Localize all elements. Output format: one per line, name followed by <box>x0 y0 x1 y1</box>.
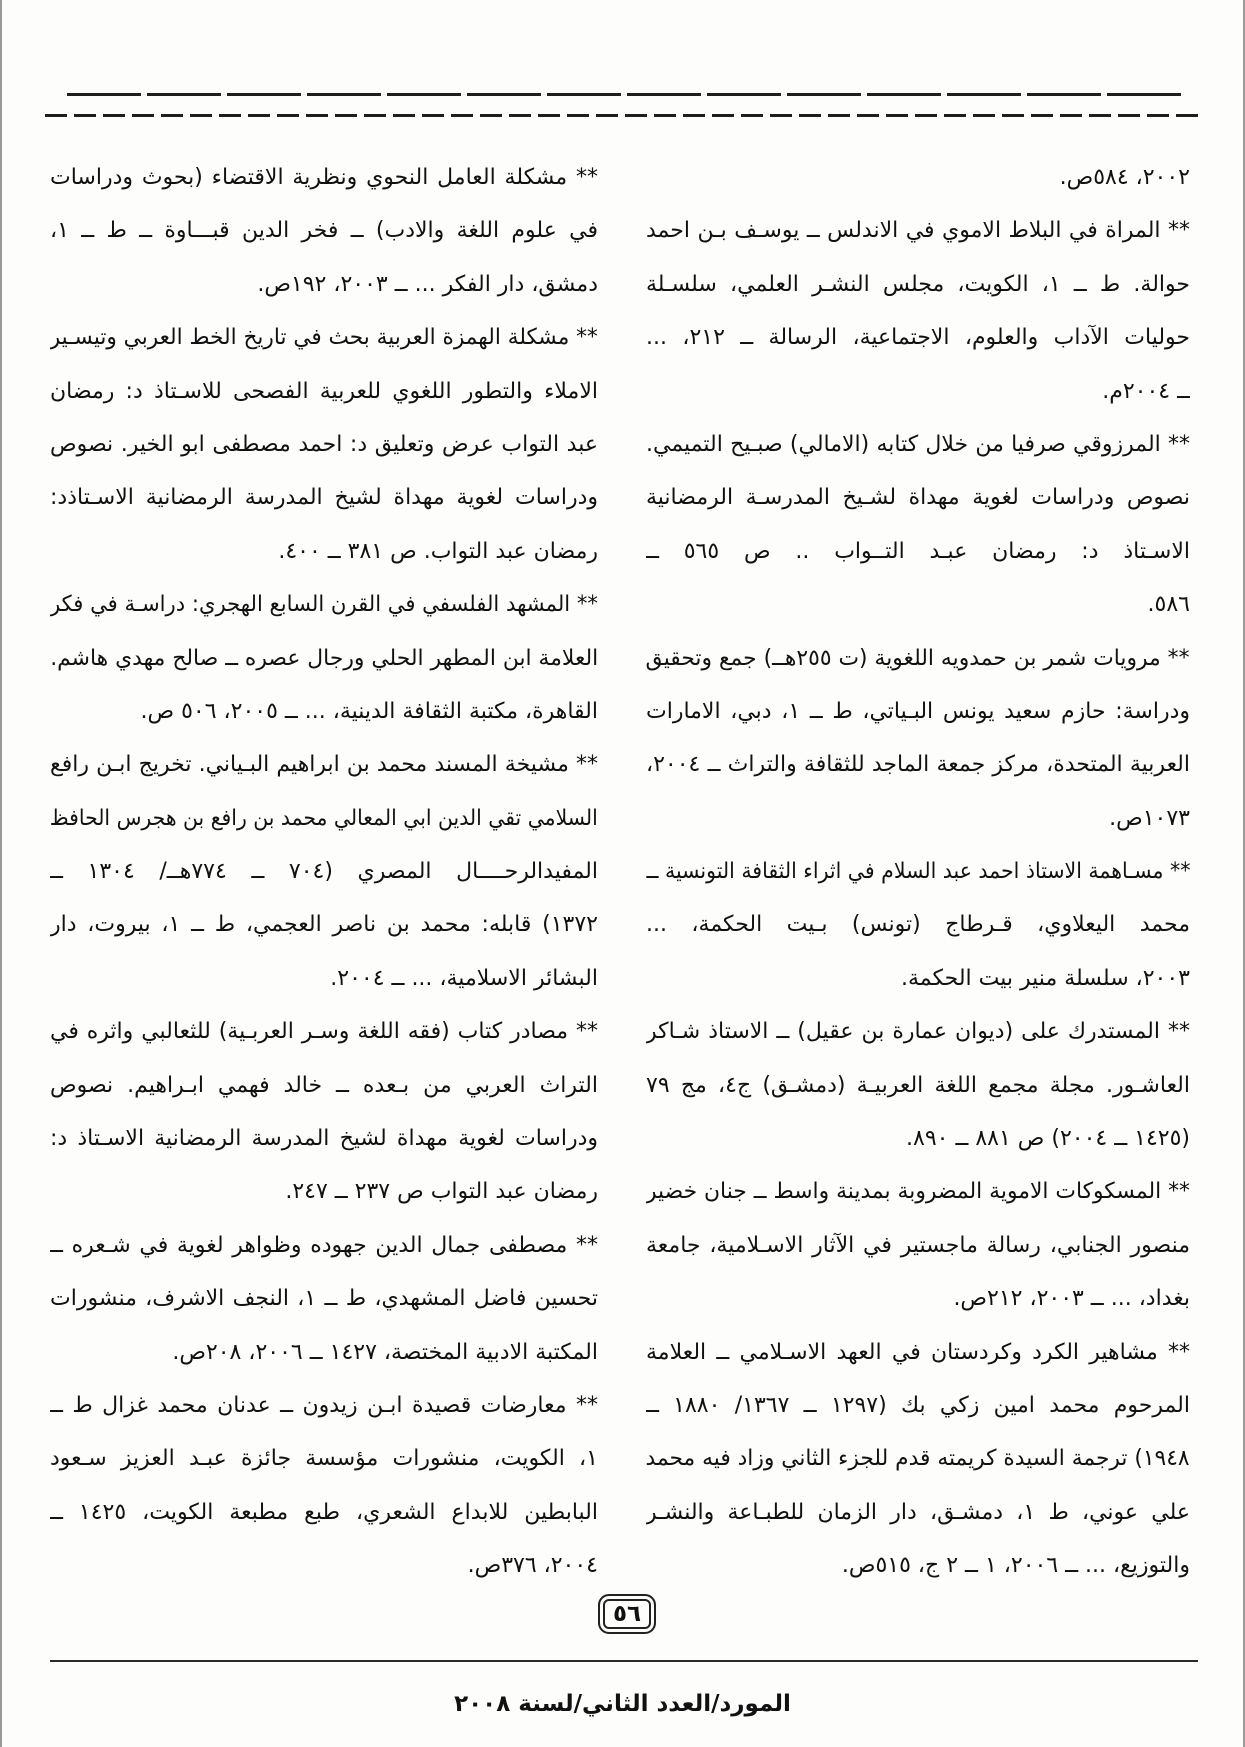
bibliography-entry <box>50 738 598 1005</box>
left-column <box>50 151 598 1593</box>
line-text: ** مصادر كتاب (فقه اللغة وسـر العربـية) للثعالبي واثره في <box>50 1019 598 1045</box>
line-text: ** مرويات شمر بن حمدويه اللغوية (ت ٢٥٥هــ) جمع وتحقيق <box>646 645 1190 671</box>
text-line <box>646 1112 1190 1165</box>
text-line <box>646 1059 1190 1112</box>
line-text: التراث العربي من بـعده ــ خالد فهمي ابـراهيم. نصوص <box>50 1072 598 1098</box>
line-text: ** معارضات قصيدة ابـن زيدون ــ عدنان محمد غزال ط ــ <box>50 1392 598 1418</box>
bibliography-entry-continued <box>646 151 1190 204</box>
journal-footer: المورد/العدد الثاني/لسنة ٢٠٠٨ <box>454 1691 791 1717</box>
line-text: ** مسـاهمة الاستاذ احمد عبد السلام في اثراء الثقافة التونسية ــ <box>646 859 1190 885</box>
text-line <box>50 1059 598 1112</box>
text-line <box>50 418 598 471</box>
line-text: ٥٨٦. <box>1147 592 1190 618</box>
line-text: علي عوني، ط ١، دمشـق، دار الزمان للطبـاعة والنشـر <box>646 1499 1190 1525</box>
text-line <box>50 1326 598 1379</box>
bibliography-entry <box>50 1219 598 1379</box>
text-line <box>646 685 1190 738</box>
line-text: العاشـور. مجلة مجمع اللغة العربيـة (دمشـق) ج٤، مج ٧٩ <box>646 1072 1190 1098</box>
bibliography-entry <box>50 578 598 738</box>
text-line <box>646 845 1190 898</box>
text-line <box>50 258 598 311</box>
line-text: ٢٠٠٤، ٣٧٦ص. <box>467 1553 598 1579</box>
footer-rule <box>50 1660 1198 1662</box>
text-line <box>646 311 1190 364</box>
text-line <box>50 632 598 685</box>
line-text: عبد التواب عرض وتعليق د: احمد مصطفى ابو الخير. نصوص <box>50 431 598 457</box>
text-line <box>646 578 1190 631</box>
text-line <box>646 792 1190 845</box>
line-text: ** مشيخة المسند محمد بن ابراهيم البـياني. تخريج ابـن رافع <box>50 752 598 778</box>
line-text: نصوص ودراسات لغوية مهداة لشـيخ المدرسـة الرمضانية <box>646 485 1190 511</box>
text-line <box>50 845 598 898</box>
text-line <box>50 151 598 204</box>
text-line <box>646 1326 1190 1379</box>
text-line <box>50 365 598 418</box>
bibliography-entry <box>646 418 1190 632</box>
line-text: الاملاء والتطور اللغوي للعربية الفصحى للاسـتاذ د: رمضان <box>50 378 598 404</box>
text-line <box>50 204 598 257</box>
line-text: والتوزيع، ... ــ ٢٠٠٦، ١ ــ ٢ ج، ٥١٥ص. <box>841 1553 1190 1579</box>
line-text: رمضان عبد التواب ص ٢٣٧ ــ ٢٤٧. <box>285 1179 598 1205</box>
header-rule-dashed <box>45 114 1204 117</box>
line-text: ** المرزوقي صرفيا من خلال كتابه (الامالي) صبـيح التميمي. <box>646 431 1190 457</box>
text-line <box>646 632 1190 685</box>
text-line <box>50 792 598 845</box>
line-text: بغداد، ... ــ ٢٠٠٣، ٢١٢ص. <box>953 1286 1190 1312</box>
line-text: ودراسة: حازم سعيد يونس البـياتي، ط ــ ١، دبي، الامارات <box>646 698 1190 724</box>
line-text: دمشق، دار الفكر ... ــ ٢٠٠٣، ١٩٢ص. <box>257 271 598 297</box>
line-text: ** مشاهير الكرد وكردستان في العهد الاسـلامي ــ العلامة <box>646 1339 1190 1365</box>
text-line <box>646 1486 1190 1539</box>
line-text: المكتبة الادبية المختصة، ١٤٢٧ ــ ٢٠٠٦، ٢٠٨ص. <box>172 1339 598 1365</box>
text-line <box>50 471 598 524</box>
line-text: ١، الكويت، منشورات مؤسسة جائزة عبـد العزيز سـعود <box>50 1446 598 1472</box>
line-text: المفيدالرحــــال المصري (٧٠٤ ــ ٧٧٤هــ/ ١٣٠٤ ــ <box>50 859 598 885</box>
text-line <box>646 418 1190 471</box>
text-line <box>50 578 598 631</box>
text-line <box>646 1219 1190 1272</box>
line-text: الاسـتاذ د: رمضان عبـد التــواب .. ص ٥٦٥ ــ <box>646 538 1190 564</box>
line-text: حوالة. ط ــ ١، الكويت، مجلس النشـر العلمي، سلسـلة <box>646 271 1190 297</box>
text-line <box>50 1432 598 1485</box>
line-text: القاهرة، مكتبة الثقافة الدينية، ... ــ ٢٠٠٥، ٥٠٦ ص. <box>140 698 598 724</box>
text-line <box>646 738 1190 791</box>
line-text: العلامة ابن المطهر الحلي ورجال عصره ــ صالح مهدي هاشم. <box>50 645 598 671</box>
line-text: ** المشهد الفلسفي في القرن السابع الهجري: دراسـة في فكر <box>50 592 598 618</box>
line-text: ودراسات لغوية مهداة لشيخ المدرسة الرمضانية الاسـتاذ د: <box>50 1126 598 1152</box>
bibliography-entry <box>50 1379 598 1593</box>
text-line <box>50 738 598 791</box>
line-text: ١٩٤٨) ترجمة السيدة كريمته قدم للجزء الثاني وزاد فيه محمد <box>646 1446 1190 1472</box>
line-text: ٢٠٠٣، سلسلة منير بيت الحكمة. <box>901 965 1190 991</box>
line-text: ** مصطفى جمال الدين جهوده وظواهر لغوية في شـعره ــ <box>50 1232 598 1258</box>
text-line <box>50 898 598 951</box>
line-text: ** المسكوكات الاموية المضروبة بمدينة واسط ــ جنان خضير <box>646 1179 1190 1205</box>
line-text: منصور الجنابي، رسالة ماجستير في الآثار الاسـلامية، جامعة <box>646 1232 1190 1258</box>
line-text: ٢٠٠٢، ٥٨٤ص. <box>1059 165 1190 190</box>
line-text: ** مشكلة الهمزة العربية بحث في تاريخ الخط العربي وتيسـير <box>50 325 598 351</box>
text-line <box>50 1165 598 1218</box>
text-line <box>646 1272 1190 1325</box>
bibliography-entry <box>646 204 1190 418</box>
text-line <box>646 471 1190 524</box>
line-text: حوليات الآداب والعلوم، الاجتماعية، الرسالة ــ ٢١٢، ... <box>646 325 1190 351</box>
line-text: السلامي تقي الدين ابي المعالي محمد بن رافع بن هجرس الحافظ <box>50 805 598 831</box>
text-line <box>50 525 598 578</box>
line-text: البشائر الاسلامية، ... ــ ٢٠٠٤. <box>330 965 598 991</box>
line-text: العربية المتحدة، مركز جمعة الماجد للثقافة والتراث ــ ٢٠٠٤، <box>646 752 1190 778</box>
line-text: ** المراة في البلاط الاموي في الاندلس ــ يوسـف بـن احمد <box>646 218 1190 244</box>
text-line <box>50 1219 598 1272</box>
text-line <box>50 1539 598 1592</box>
line-text: محمد اليعلاوي، قـرطاج (تونس) بـيت الحكمة، ... <box>646 912 1190 938</box>
text-line <box>50 685 598 738</box>
header-rule-top <box>67 93 1187 96</box>
text-line <box>646 952 1190 1005</box>
bibliography-entry <box>646 1326 1190 1593</box>
text-line <box>646 204 1190 257</box>
bibliography-entry <box>646 845 1190 1005</box>
line-text: (١٤٢٥ ــ ٢٠٠٤) ص ٨٨١ ــ ٨٩٠. <box>906 1126 1190 1152</box>
bibliography-entry <box>50 151 598 311</box>
text-line <box>646 1379 1190 1432</box>
line-text: ١٠٧٣ص. <box>1109 805 1190 831</box>
text-line <box>646 1432 1190 1485</box>
text-line <box>50 1379 598 1432</box>
bibliography-entry <box>646 1165 1190 1325</box>
text-line <box>50 311 598 364</box>
right-column <box>646 151 1190 1593</box>
text-line <box>50 1486 598 1539</box>
bibliography-entry <box>50 311 598 578</box>
text-line <box>646 1005 1190 1058</box>
line-text: رمضان عبد التواب. ص ٣٨١ ــ ٤٠٠. <box>278 538 598 564</box>
bibliography-entry <box>646 632 1190 846</box>
text-line <box>50 952 598 1005</box>
line-text: ١٣٧٢) قابله: محمد بن ناصر العجمي، ط ــ ١، بيروت، دار <box>50 912 598 938</box>
text-line <box>50 1112 598 1165</box>
text-line <box>50 1272 598 1325</box>
line-text: المرحوم محمد امين زكي بك (١٢٩٧ ــ ١٣٦٧/ ١٨٨٠ ــ <box>646 1392 1190 1418</box>
line-text: في علوم اللغة والادب) ــ فخر الدين قبـــاوة ــ ط ــ ١، <box>50 218 598 244</box>
text-line <box>50 1005 598 1058</box>
text-line <box>646 898 1190 951</box>
line-text: البابطين للابداع الشعري، طبع مطبعة الكويت، ١٤٢٥ ــ <box>50 1499 598 1525</box>
line-text: ــ ٢٠٠٤م. <box>1102 378 1190 404</box>
line-text: ** المستدرك على (ديوان عمارة بن عقيل) ــ الاستاذ شـاكر <box>646 1019 1190 1045</box>
line-text: ** مشكلة العامل النحوي ونظرية الاقتضاء (بحوث ودراسات <box>50 165 598 190</box>
bibliography-entry <box>646 1005 1190 1165</box>
text-line <box>646 1165 1190 1218</box>
text-line <box>646 1539 1190 1592</box>
text-line <box>646 151 1190 204</box>
bibliography-entry <box>50 1005 598 1219</box>
line-text: تحسين فاضل المشهدي، ط ــ ١، النجف الاشرف، منشورات <box>50 1286 598 1312</box>
text-line <box>646 258 1190 311</box>
text-line <box>646 365 1190 418</box>
line-text: ودراسات لغوية مهداة لشيخ المدرسة الرمضانية الاسـتاذد: <box>50 485 598 511</box>
page-number: ٥٦ <box>598 1594 656 1634</box>
text-line <box>646 525 1190 578</box>
